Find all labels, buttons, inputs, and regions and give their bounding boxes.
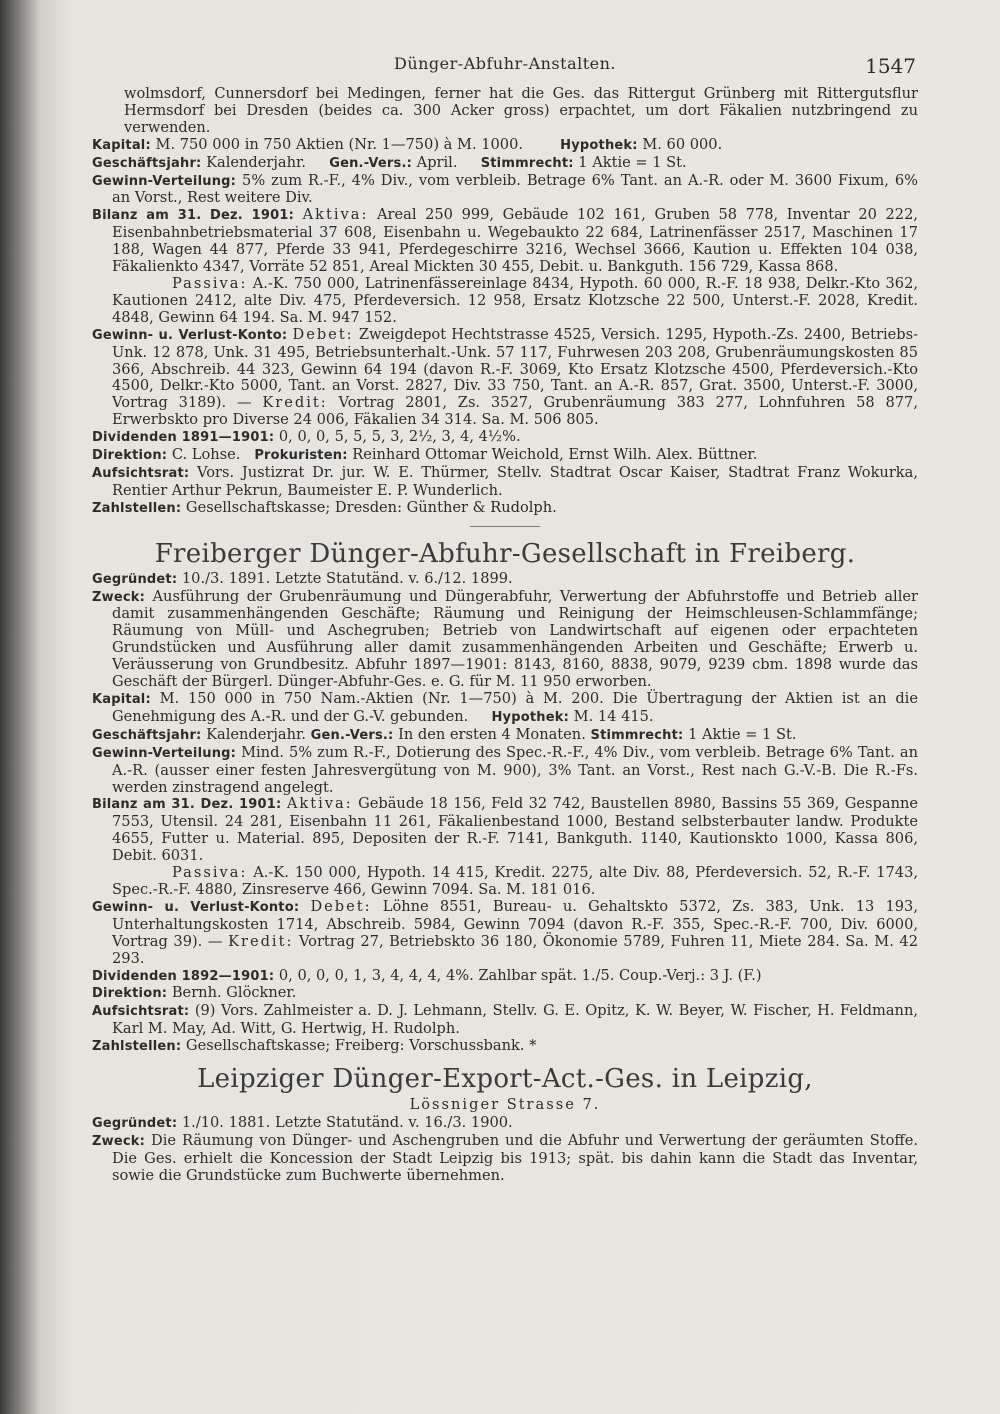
zweck: Zweck: Die Räumung von Dünger- und Aschengruben und die Abfuhr und Verwertung der geräumten Stoffe. Die Ges. erhielt die Koncession der Stadt Leipzig bis 1913; spät. bis dahin kann die Stadt das Inventar, sowie die Grundstücke zum Buchwerte übernehmen.	[92, 1131, 918, 1184]
guv-konto: Gewinn- u. Verlust-Konto: Debet: Löhne 8551, Bureau- u. Gehaltskto 5372, Zs. 383, Unk. 13 193, Unterhaltungskosten 1714, Abschreib. 5984, Gewinn 7094 (davon R.-F. 355, Spec.-R.-F. 700, Div. 6000, Vortrag 39). — Kredit: Vortrag 27, Betriebskto 36 180, Ökonomie 5789, Fuhren 11, Miete 284. Sa. M. 42 293.	[92, 897, 918, 967]
zahlstellen: Zahlstellen: Gesellschaftskasse; Freiberg: Vorschussbank. *	[92, 1037, 537, 1055]
company-title: Freiberger Dünger-Abfuhr-Gesellschaft in Freiberg.	[154, 538, 856, 569]
dividenden: Dividenden 1891—1901: 0, 0, 0, 5, 5, 5, 3, 2½, 3, 4, 4½%.	[92, 428, 521, 446]
text-column	[92, 52, 918, 1185]
intro-paragraph: wolmsdorf, Cunnersdorf bei Medingen, ferner hat die Ges. das Rittergut Grünberg mit Rittergutsflur Hermsdorf bei Dresden (beides ca. 300 Acker gross) erpachtet, um dort Fäkalien nutzbringend zu verwenden.	[124, 85, 918, 136]
geschaeftsjahr-line: Geschäftsjahr: Kalenderjahr. Gen.-Vers.: April. Stimmrecht: 1 Aktie = 1 St.	[92, 153, 687, 171]
kapital-line: Kapital: M. 750 000 in 750 Aktien (Nr. 1—750) à M. 1000. Hypothek: M. 60 000.	[92, 135, 723, 153]
bilanz-passiva: Passiva: A.-K. 150 000, Hypoth. 14 415, Kredit. 2275, alte Div. 88, Pferdeversich. 52, R.-F. 1743, Spec.-R.-F. 4880, Zinsreserve 466, Gewinn 7094. Sa. M. 181 016.	[112, 864, 918, 898]
direktion: Direktion: Bernh. Glöckner.	[92, 984, 297, 1002]
gegruendet: Gegründet: 10./3. 1891. Letzte Statutänd. v. 6./12. 1899.	[92, 569, 513, 587]
company-title: Leipziger Dünger-Export-Act.-Ges. in Leipzig,	[197, 1064, 813, 1095]
dividenden: Dividenden 1892—1901: 0, 0, 0, 0, 1, 3, 4, 4, 4, 4%. Zahlbar spät. 1./5. Coup.-Verj.: 3 J. (F.)	[92, 966, 762, 984]
bilanz-aktiva: Bilanz am 31. Dez. 1901: Aktiva: Areal 250 999, Gebäude 102 161, Gruben 58 778, Inventar 20 222, Eisenbahnbetriebsmaterial 37 608, Eisenbahn u. Wegebaukto 22 684, Latrinenfässer 2517, Maschinen 17 188, Wagen 44 877, Pferde 33 941, Pferdegeschirre 3216, Wechsel 3666, Kaution u. Effekten 104 038, Fäkalienkto 4347, Vorräte 52 851, Areal Mickten 30 455, Debit. u. Bankguth. 156 729, Kassa 868.	[92, 206, 919, 276]
kapital-line: Kapital: M. 150 000 in 750 Nam.-Aktien (Nr. 1—750) à M. 200. Die Übertragung der Aktien ist an die Genehmigung des A.-R. und der G.-V. gebunden. Hypothek: M. 14 415.	[92, 690, 918, 725]
geschaeftsjahr-line: Geschäftsjahr: Kalenderjahr. Gen.-Vers.: In den ersten 4 Monaten. Stimmrecht: 1 Aktie = 1 St.	[92, 725, 797, 743]
entry-leipziger	[92, 1062, 918, 1185]
running-header	[92, 52, 918, 86]
zweck: Zweck: Ausführung der Grubenräumung und Düngerabfuhr, Verwertung der Abfuhrstoffe und Betrieb aller damit zusammenhängenden Geschäfte; Räumung und Reinigung der Heimschleusen-Schlammfänge; Räumung von Müll- und Aschegruben; Betrieb von Landwirtschaft auf eigenen oder erpachteten Grundstücken und Ausführung aller damit zusammenhängenden Arbeiten und Geschäfte; Erwerb u. Veräusserung von Grundbesitz. Abfuhr 1897—1901: 8143, 8160, 8838, 9079, 9239 cbm. 1898 wurde das Geschäft der Bürgerl. Dünger-Abfuhr-Ges. e. G. für M. 11 950 erworben.	[92, 587, 918, 691]
section-divider	[470, 526, 540, 527]
gegruendet: Gegründet: 1./10. 1881. Letzte Statutänd. v. 16./3. 1900.	[92, 1114, 513, 1132]
company-address: Lössniger Strasse 7.	[409, 1096, 601, 1114]
header-title: Dünger-Abfuhr-Anstalten.	[393, 54, 617, 73]
aufsichtsrat: Aufsichtsrat: Vors. Justizrat Dr. jur. W. E. Thürmer, Stellv. Stadtrat Oscar Kaiser, Stadtrat Franz Wokurka, Rentier Arthur Pekrun, Baumeister E. P. Wunderlich.	[92, 463, 918, 499]
aufsichtsrat: Aufsichtsrat: (9) Vors. Zahlmeister a. D. J. Lehmann, Stellv. G. E. Opitz, K. W. Beyer, W. Fischer, H. Feldmann, Karl M. May, Ad. Witt, G. Hertwig, H. Rudolph.	[92, 1002, 918, 1038]
gewinn-verteilung: Gewinn-Verteilung: 5% zum R.-F., 4% Div., vom verbleib. Betrage 6% Tant. an A.-R. oder M. 3600 Fixum, 6% an Vorst., Rest weitere Div.	[92, 171, 918, 207]
bilanz-aktiva: Bilanz am 31. Dez. 1901: Aktiva: Gebäude 18 156, Feld 32 742, Baustellen 8980, Bassins 55 369, Gespanne 7553, Utensil. 24 281, Eisenbahn 11 261, Fäkalienbestand 1000, Bestand selbsterbauter landw. Produkte 4655, Futter u. Material. 895, Depositen der R.-F. 7141, Bankguth. 1140, Kautionskto 1000, Kassa 806, Debit. 6031.	[92, 795, 919, 865]
zahlstellen: Zahlstellen: Gesellschaftskasse; Dresden: Günther & Rudolph.	[92, 498, 557, 516]
direktion: Direktion: C. Lohse. Prokuristen: Reinhard Ottomar Weichold, Ernst Wilh. Alex. Büttner.	[92, 446, 758, 464]
bilanz-passiva: Passiva: A.-K. 750 000, Latrinenfässereinlage 8434, Hypoth. 60 000, R.-F. 18 938, Delkr.-Kto 362, Kautionen 2412, alte Div. 475, Pferdeversich. 12 958, Ersatz Klotzsche 22 500, Unterst.-F. 2028, Kredit. 4848, Gewinn 64 194. Sa. M. 947 152.	[112, 274, 919, 326]
page-number: 1547	[865, 54, 916, 78]
entry-freiberger	[92, 537, 918, 1056]
gewinn-verteilung: Gewinn-Verteilung: Mind. 5% zum R.-F., Dotierung des Spec.-R.-F., 4% Div., vom verbleib. Betrage 6% Tant. an A.-R. (ausser einer festen Jahresvergütung von M. 900), 3% Tant. an Vorst., Rest nach G.-V.-B. Die R.-Fs. werden zinstragend angelegt.	[92, 743, 919, 796]
entry-continued	[92, 86, 918, 518]
guv-konto: Gewinn- u. Verlust-Konto: Debet: Zweigdepot Hechtstrasse 4525, Versich. 1295, Hypoth.-Zs. 2400, Betriebs-Unk. 12 878, Unk. 31 495, Betriebsunterhalt.-Unk. 57 117, Fuhrwesen 203 208, Grubenräumungskosten 85 366, Abschreib. 44 323, Gewinn 64 194 (davon R.-F. 3069, Kto Ersatz Klotzsche 4500, Pferdeversich.-Kto 4500, Delkr.-Kto 5000, Tant. an Vorst. 2827, Div. 33 750, Tant. an A.-R. 857, Grat. 3500, Unterst.-F. 3000, Vortrag 3189). — Kredit: Vortrag 2801, Zs. 3527, Grubenräumung 383 277, Lohnfuhren 58 877, Erwerbskto pro Diverse 24 006, Fäkalien 34 314. Sa. M. 506 805.	[92, 325, 919, 429]
